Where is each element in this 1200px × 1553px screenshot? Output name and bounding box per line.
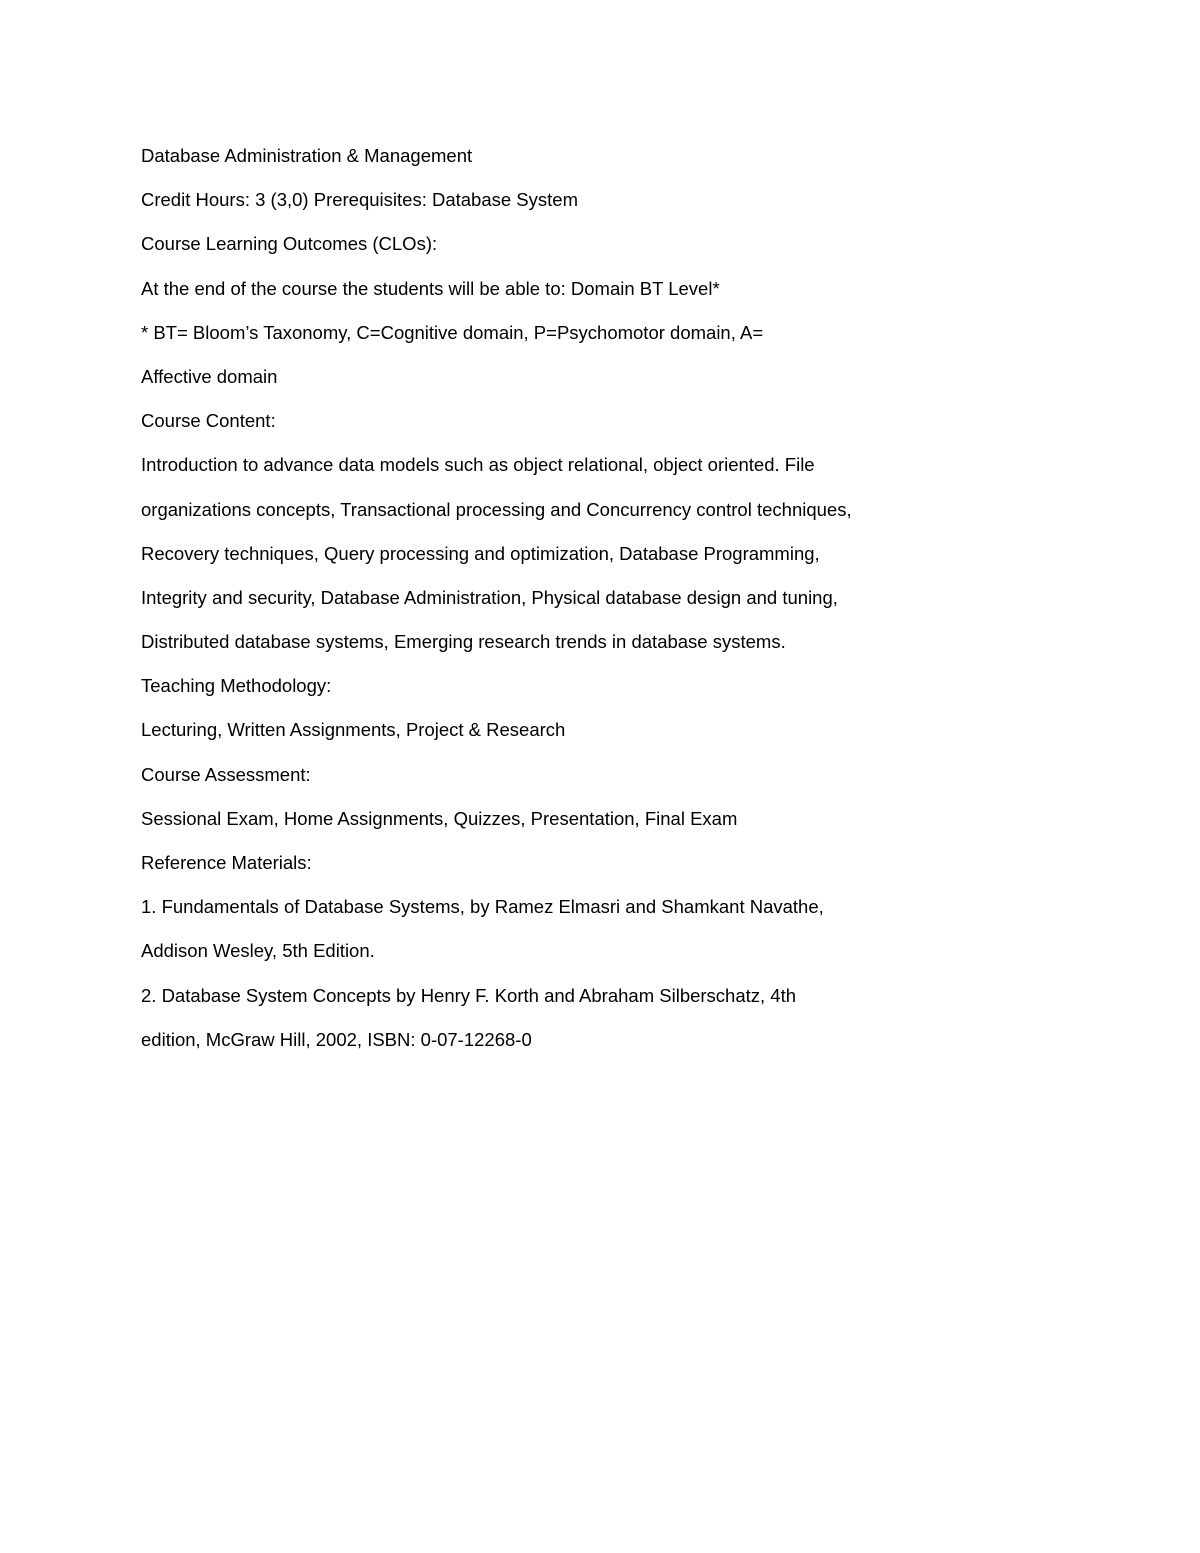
reference-item-line: Addison Wesley, 5th Edition. — [141, 940, 375, 962]
course-content-line: organizations concepts, Transactional processing and Concurrency control techniques, — [141, 498, 852, 520]
credit-hours-line: Credit Hours: 3 (3,0) Prerequisites: Database System — [141, 189, 578, 211]
course-content-line: Recovery techniques, Query processing and optimization, Database Programming, — [141, 542, 820, 564]
reference-item-line: 1. Fundamentals of Database Systems, by Ramez Elmasri and Shamkant Navathe, — [141, 896, 824, 918]
reference-item-line: edition, McGraw Hill, 2002, ISBN: 0-07-12268-0 — [141, 1028, 532, 1050]
clo-heading: Course Learning Outcomes (CLOs): — [141, 233, 438, 255]
course-content-line: Distributed database systems, Emerging research trends in database systems. — [141, 631, 786, 653]
course-assessment-heading: Course Assessment: — [141, 763, 311, 785]
reference-materials-heading: Reference Materials: — [141, 852, 312, 873]
course-title: Database Administration & Management — [141, 145, 473, 166]
course-content-line: Integrity and security, Database Administration, Physical database design and tuning, — [141, 586, 838, 608]
course-content-line: Introduction to advance data models such as object relational, object oriented. File — [141, 454, 815, 476]
teaching-methodology-heading: Teaching Methodology: — [141, 675, 332, 697]
clo-intro-line: At the end of the course the students will be able to: Domain BT Level* — [141, 277, 720, 299]
reference-item-line: 2. Database System Concepts by Henry F. Korth and Abraham Silberschatz, 4th — [141, 984, 797, 1006]
course-assessment-text: Sessional Exam, Home Assignments, Quizzes, Presentation, Final Exam — [141, 807, 738, 829]
document-body — [141, 141, 1041, 1069]
course-content-heading: Course Content: — [141, 410, 276, 432]
bt-footnote-line: * BT= Bloom’s Taxonomy, C=Cognitive domain, P=Psychomotor domain, A= — [141, 321, 764, 343]
teaching-methodology-text: Lecturing, Written Assignments, Project & Research — [141, 719, 566, 741]
bt-footnote-continuation: Affective domain — [141, 365, 278, 387]
